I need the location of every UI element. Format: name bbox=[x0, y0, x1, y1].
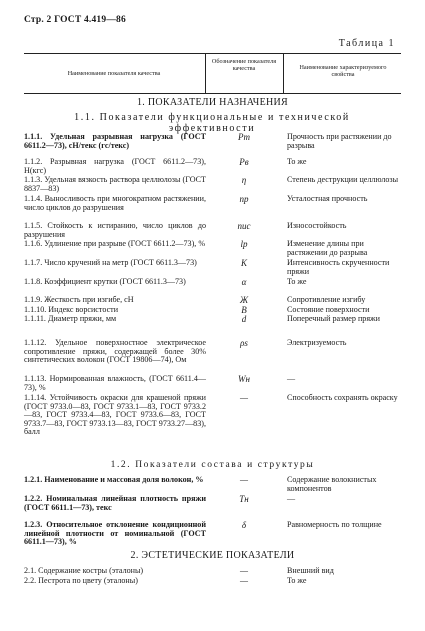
row-symbol: nр bbox=[239, 194, 249, 204]
row-property: Состояние поверхности bbox=[287, 305, 370, 314]
row-property: Способность сохранять окраску bbox=[287, 393, 398, 402]
row-name: 1.2.1. Наименование и массовая доля волокон, % bbox=[24, 475, 204, 484]
row-symbol: Тн bbox=[239, 494, 249, 504]
table-title: Таблица 1 bbox=[338, 38, 395, 49]
row-name: 1.1.12. Удельное поверхностное электрическое сопротивление пряжи, содержащей более 30% синтетических волокон (ГОСТ 19806—74), Ом bbox=[24, 338, 206, 364]
row-name: 1.1.5. Стойкость к истиранию, число циклов до разрушения bbox=[24, 221, 206, 239]
subsection-heading-1-2: 1.2. Показатели состава и структуры bbox=[110, 460, 315, 470]
row-symbol: nис bbox=[237, 221, 251, 231]
row-name: 1.1.8. Коэффициент крутки (ГОСТ 6611.3—73) bbox=[24, 277, 186, 286]
row-symbol: d bbox=[241, 314, 247, 324]
section-heading-1: 1. ПОКАЗАТЕЛИ НАЗНАЧЕНИЯ bbox=[136, 97, 289, 108]
row-name: 1.1.6. Удлинение при разрыве (ГОСТ 6611.2—73), % bbox=[24, 239, 206, 248]
row-symbol: Pв bbox=[239, 157, 249, 167]
row-property: Усталостная прочность bbox=[287, 194, 368, 203]
row-property: Износостойкость bbox=[287, 221, 347, 230]
row-name: 1.1.10. Индекс ворсистости bbox=[24, 305, 119, 314]
row-property: То же bbox=[287, 157, 307, 166]
row-property: Поперечный размер пряжи bbox=[287, 314, 380, 323]
row-name: 2.2. Пестрота по цвету (эталоны) bbox=[24, 576, 138, 585]
row-property: Изменение длины при растяжении до разрыва bbox=[287, 239, 368, 257]
row-name: 1.2.2. Номинальная линейная плотность пряжи (ГОСТ 6611.1—73), текс bbox=[24, 494, 206, 512]
row-property: Внешний вид bbox=[287, 566, 334, 575]
row-property: Прочность при растяжении до разрыва bbox=[287, 132, 392, 150]
row-symbol: — bbox=[239, 566, 248, 576]
column-header-property: Наименование характеризуемого свойства bbox=[299, 64, 387, 78]
column-header-name: Наименование показателя качества bbox=[67, 70, 161, 77]
header-bottom-rule bbox=[24, 93, 401, 94]
section-heading-2: 2. ЭСТЕТИЧЕСКИЕ ПОКАЗАТЕЛИ bbox=[130, 550, 295, 561]
row-name: 1.1.14. Устойчивость окраски для крашеной пряжи (ГОСТ 9733.0—83, ГОСТ 9733.1—83, ГОСТ 9733.2—83, ГОСТ 9733.4—83, ГОСТ 9733.6—83, ГОСТ 9733.7—83, ГОСТ 9733.13—83, ГОСТ 9733.27—83), балл bbox=[24, 393, 206, 436]
row-symbol: ρs bbox=[240, 338, 248, 348]
row-symbol: В bbox=[241, 305, 247, 315]
row-name: 2.1. Содержание костры (эталоны) bbox=[24, 566, 144, 575]
row-symbol: Ж bbox=[239, 295, 249, 305]
row-symbol: δ bbox=[241, 520, 247, 530]
row-symbol: — bbox=[239, 576, 248, 586]
row-property: Интенсивность скрученности пряжи bbox=[287, 258, 390, 276]
subsection-heading-1-1: 1.1. Показатели функциональные и технической эффективности bbox=[74, 112, 350, 134]
row-property: — bbox=[287, 374, 296, 383]
row-property: Содержание волокнистых компонентов bbox=[287, 475, 377, 493]
row-property: То же bbox=[287, 576, 307, 585]
column-header-symbol: Обозначение показателя качества bbox=[211, 58, 277, 72]
row-name: 1.1.3. Удельная вязкость раствора целлюлозы (ГОСТ 8837—83) bbox=[24, 175, 206, 193]
row-name: 1.2.3. Относительное отклонение кондиционной линейной плотности от номинальной (ГОСТ 6611.1—73), % bbox=[24, 520, 206, 546]
row-symbol: Pт bbox=[238, 132, 250, 142]
row-symbol: Wн bbox=[238, 374, 250, 384]
table-top-rule bbox=[24, 53, 401, 54]
column-divider-2 bbox=[283, 53, 284, 93]
column-divider-1 bbox=[205, 53, 206, 93]
row-property: То же bbox=[287, 277, 307, 286]
row-symbol: lр bbox=[240, 239, 248, 249]
page-header: Стр. 2 ГОСТ 4.419—86 bbox=[24, 15, 126, 25]
row-property: Сопротивление изгибу bbox=[287, 295, 366, 304]
row-property: — bbox=[287, 494, 296, 503]
row-name: 1.1.4. Выносливость при многократном растяжении, число циклов до разрушения bbox=[24, 194, 206, 212]
row-name: 1.1.11. Диаметр пряжи, мм bbox=[24, 314, 117, 323]
row-name: 1.1.7. Число кручений на метр (ГОСТ 6611.3—73) bbox=[24, 258, 197, 267]
row-name: 1.1.13. Нормированная влажность, (ГОСТ 6611.4—73), % bbox=[24, 374, 206, 392]
row-property: Электризуемость bbox=[287, 338, 347, 347]
row-symbol: К bbox=[241, 258, 247, 268]
row-symbol: — bbox=[239, 393, 248, 403]
row-name: 1.1.9. Жесткость при изгибе, сН bbox=[24, 295, 134, 304]
row-name: 1.1.2. Разрывная нагрузка (ГОСТ 6611.2—73), Н(кгс) bbox=[24, 157, 206, 175]
row-symbol: — bbox=[239, 475, 248, 485]
row-symbol: η bbox=[241, 175, 247, 185]
row-property: Степень деструкции целлюлозы bbox=[287, 175, 399, 184]
row-property: Равномерность по толщине bbox=[287, 520, 382, 529]
row-symbol: α bbox=[241, 277, 247, 287]
row-name: 1.1.1. Удельная разрывная нагрузка (ГОСТ 6611.2—73), сН/текс (гс/текс) bbox=[24, 132, 206, 150]
